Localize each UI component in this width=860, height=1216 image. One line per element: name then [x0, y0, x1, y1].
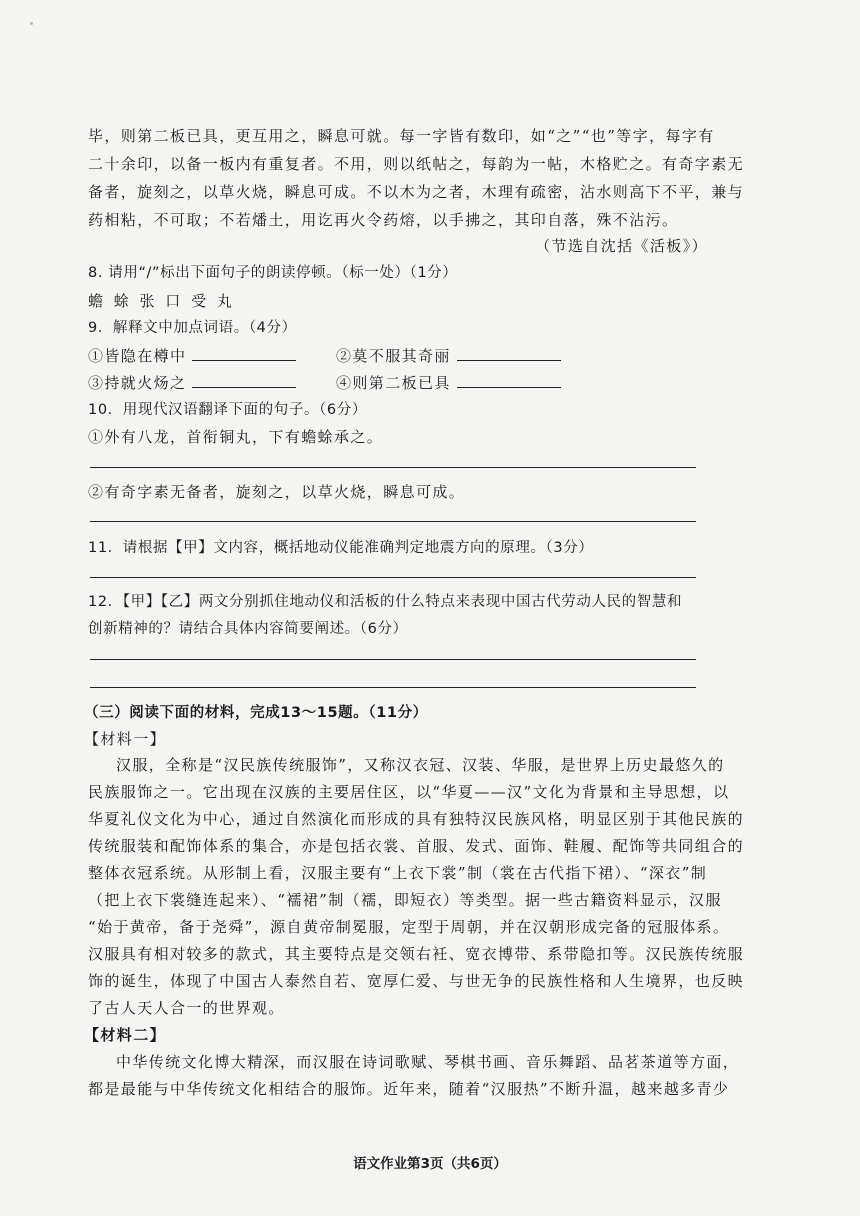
material-1-line: 民族服饰之一。它出现在汉族的主要居住区，以“华夏——汉”文化为背景和主导思想，以: [88, 783, 730, 801]
question-9-item-3: [88, 373, 296, 393]
answer-blank[interactable]: [192, 346, 296, 361]
answer-blank[interactable]: [457, 346, 561, 361]
question-10-prompt: 10．用现代汉语翻译下面的句子。（6分）: [88, 402, 367, 418]
question-9-item-2: [336, 346, 561, 366]
material-2-line: 都是最能与中华传统文化相结合的服饰。近年来，随着“汉服热”不断升温，越来越多青少: [88, 1080, 730, 1098]
passage-line: 毕，则第二板已具，更互用之，瞬息可就。每一字皆有数印，如“之”“也”等字，每字有: [88, 127, 715, 145]
passage-source: （节选自沈括《活板》）: [535, 237, 708, 255]
answer-line[interactable]: [90, 467, 696, 468]
section-3-heading: （三）阅读下面的材料，完成13～15题。（11分）: [84, 705, 428, 721]
answer-blank[interactable]: [192, 373, 296, 388]
material-1-line: 传统服装和配饰体系的集合，亦是包括衣裳、首服、发式、面饰、鞋履、配饰等共同组合的: [88, 837, 745, 855]
question-11-prompt: 11．请根据【甲】文内容，概括地动仪能准确判定地震方向的原理。（3分）: [88, 540, 594, 556]
question-9-item-4: [336, 373, 561, 393]
material-1-line: 汉服，全称是“汉民族传统服饰”，又称汉衣冠、汉装、华服，是世界上历史最悠久的: [116, 756, 725, 774]
material-1-line: 了古人天人合一的世界观。: [88, 999, 285, 1017]
item-text: ①皆隐在樽中: [88, 347, 187, 365]
material-2-line: 中华传统文化博大精深，而汉服在诗词歌赋、琴棋书画、音乐舞蹈、品茗茶道等方面，: [116, 1053, 740, 1071]
answer-line[interactable]: [90, 687, 696, 688]
answer-blank[interactable]: [457, 373, 561, 388]
answer-line[interactable]: [90, 521, 696, 522]
question-12-prompt-line-1: 12．【甲】【乙】两文分别抓住地动仪和活板的什么特点来表现中国古代劳动人民的智慧和: [88, 594, 683, 610]
question-10-sentence-2: ②有奇字素无备者，旋刻之，以草火烧，瞬息可成。: [88, 483, 466, 501]
passage-line: 备者，旋刻之，以草火烧，瞬息可成。不以木为之者，木理有疏密，沾水则高下不平，兼与: [88, 183, 745, 201]
material-1-line: 汉服具有相对较多的款式，其主要特点是交领右衽、宽衣博带、系带隐扣等。汉民族传统服: [88, 945, 745, 963]
question-8-sentence: 蟾 蜍 张 口 受 丸: [88, 292, 235, 310]
passage-line: 药相粘，不可取；不若燔土，用讫再火令药熔，以手拂之，其印自落，殊不沾污。: [88, 211, 679, 229]
material-1-line: 饰的诞生，体现了中国古人泰然自若、宽厚仁爱、与世无争的民族性格和人生境界，也反映: [88, 972, 745, 990]
material-1-line: 华夏礼仪文化为中心，通过自然演化而形成的具有独特汉民族风格，明显区别于其他民族的: [88, 810, 745, 828]
passage-line: 二十余印，以备一板内有重复者。不用，则以纸帖之，每韵为一帖，木格贮之。有奇字素无: [88, 155, 745, 173]
material-1-label: 【材料一】: [84, 730, 167, 748]
question-10-sentence-1: ①外有八龙，首衔铜丸，下有蟾蜍承之。: [88, 428, 384, 446]
question-12-prompt-line-2: 创新精神的？请结合具体内容简要阐述。（6分）: [88, 621, 408, 637]
item-text: ③持就火炀之: [88, 374, 187, 392]
scan-speck: [30, 22, 33, 25]
material-1-line: “始于黄帝，备于尧舜”，源自黄帝制冕服，定型于周朝，并在汉朝形成完备的冠服体系。: [88, 918, 730, 936]
material-2-label: 【材料二】: [84, 1026, 167, 1044]
item-text: ②莫不服其奇丽: [336, 347, 451, 365]
material-1-line: 整体衣冠系统。从形制上看，汉服主要有“上衣下裳”制（裳在古代指下裙）、“深衣”制: [88, 864, 708, 882]
question-9-item-1: [88, 346, 296, 366]
question-9-prompt: 9．解释文中加点词语。（4分）: [88, 320, 297, 336]
page-footer: 语文作业第3页（共6页）: [353, 1156, 507, 1172]
item-text: ④则第二板已具: [336, 374, 451, 392]
answer-line[interactable]: [90, 659, 696, 660]
material-1-line: （把上衣下裳缝连起来）、“襦裙”制（襦，即短衣）等类型。据一些古籍资料显示，汉服: [88, 891, 722, 909]
question-8-prompt: 8. 请用“/”标出下面句子的朗读停顿。（标一处）（1分）: [88, 265, 458, 281]
answer-line[interactable]: [90, 577, 696, 578]
